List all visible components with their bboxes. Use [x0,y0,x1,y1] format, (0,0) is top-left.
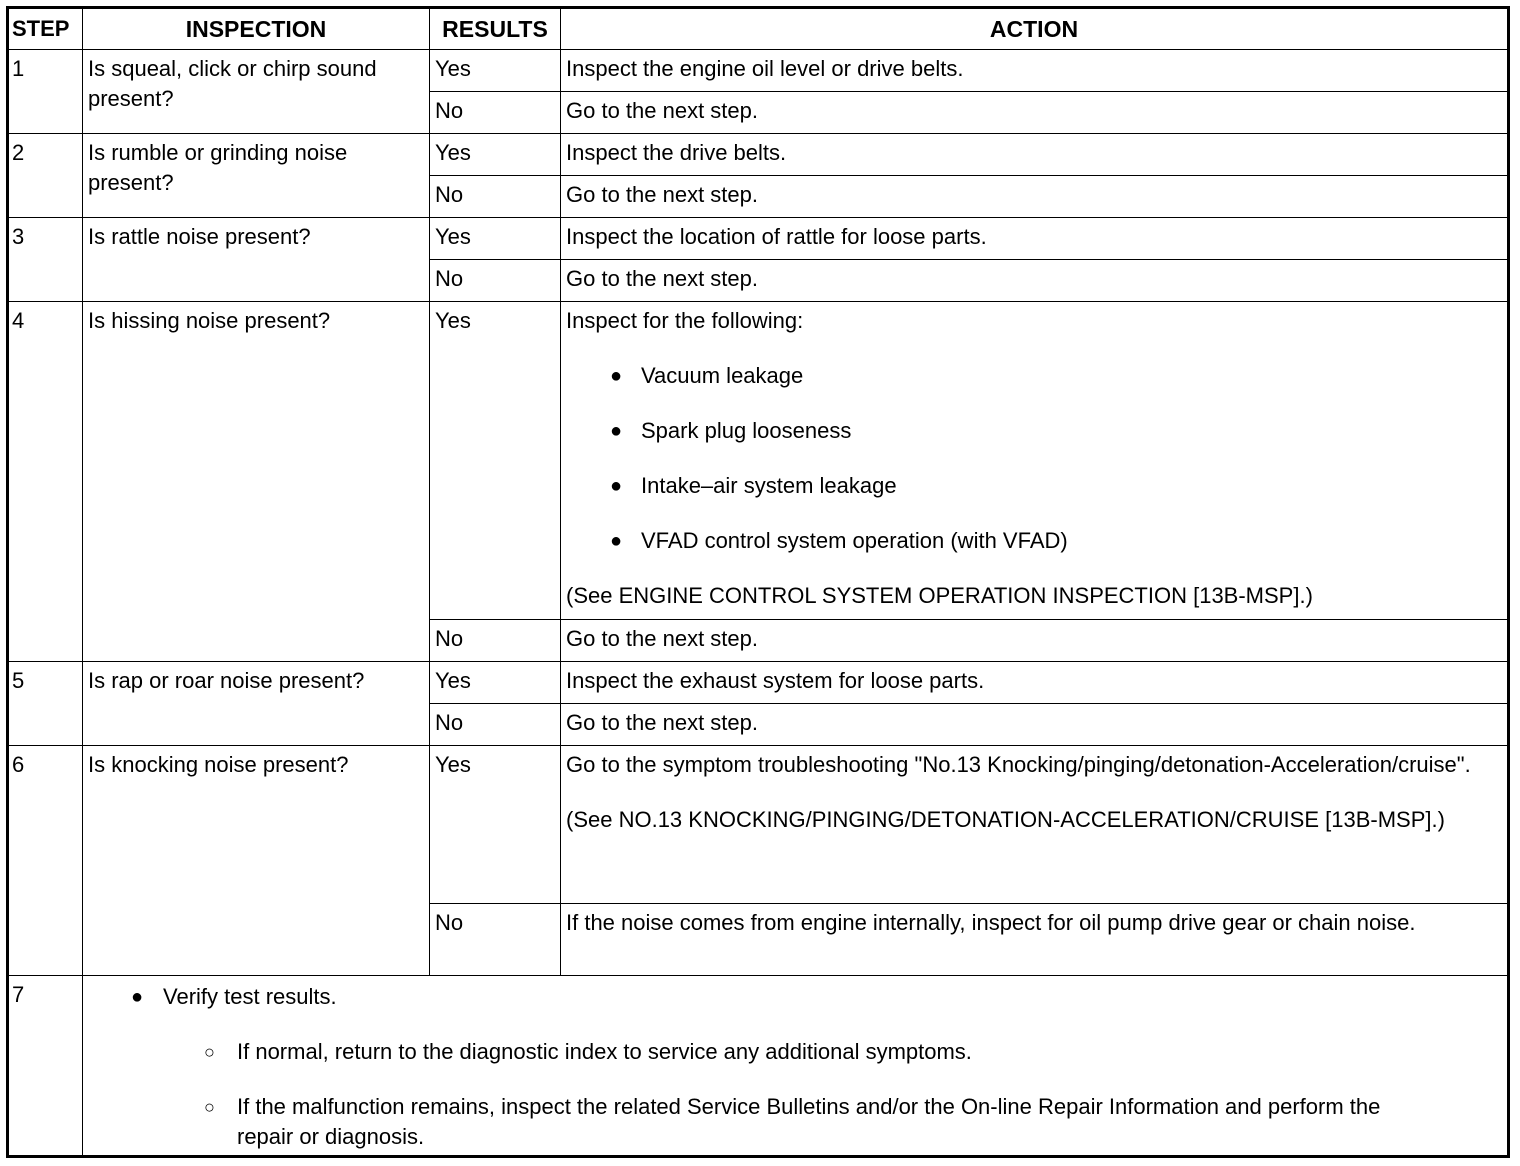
step-number: 3 [8,218,83,302]
reference-note: (See ENGINE CONTROL SYSTEM OPERATION INSPECTION [13B-MSP].) [566,583,1313,608]
list-item: ● Spark plug looseness [566,416,1501,446]
action-intro: Inspect for the following: [566,308,804,333]
action-no: Go to the next step. [561,704,1509,746]
result-no: No [430,904,561,976]
action-yes: Inspect the exhaust system for loose parts. [561,662,1509,704]
list-item: ● Intake–air system leakage [566,471,1501,501]
action-no: Go to the next step. [561,92,1509,134]
action-yes: Inspect the engine oil level or drive belts. [561,50,1509,92]
verify-results-cell [83,976,1509,1157]
troubleshooting-table-container [6,6,1507,1158]
result-yes: Yes [430,662,561,704]
result-no: No [430,92,561,134]
bullet-icon: ● [610,530,623,552]
bullet-icon: ● [610,420,623,442]
bullet-icon: ● [131,986,144,1008]
list-item: ○ If the malfunction remains, inspect the related Service Bulletins and/or the On-line Repair Information and perform the repair or diagnosis. [204,1094,1381,1149]
header-results: RESULTS [430,8,561,50]
inspect-list [566,361,1501,556]
step-number: 5 [8,662,83,746]
action-text: Go to the symptom troubleshooting "No.13 Knocking/pinging/detonation-Acceleration/cruise". [566,752,1471,777]
table-row [8,218,1509,260]
inspection-question: Is hissing noise present? [83,302,430,662]
inspection-question: Is rumble or grinding noise present? [83,134,430,218]
result-yes: Yes [430,134,561,176]
list-item: ○ If normal, return to the diagnostic index to service any additional symptoms. [83,1037,1507,1067]
list-item: ● Verify test results. [83,982,1507,1012]
action-yes [561,302,1509,620]
inspection-question: Is knocking noise present? [83,746,430,976]
table-row [8,50,1509,92]
action-yes: Inspect the drive belts. [561,134,1509,176]
result-yes: Yes [430,50,561,92]
step-number: 4 [8,302,83,662]
result-no: No [430,260,561,302]
action-no: Go to the next step. [561,176,1509,218]
table-row [8,302,1509,620]
open-bullet-icon: ○ [204,1042,215,1062]
step-number: 2 [8,134,83,218]
header-row [8,8,1509,50]
inspection-question: Is rattle noise present? [83,218,430,302]
result-yes: Yes [430,218,561,260]
action-yes: Inspect the location of rattle for loose parts. [561,218,1509,260]
step-number: 1 [8,50,83,134]
troubleshooting-table [6,6,1510,1158]
result-no: No [430,620,561,662]
open-bullet-icon: ○ [204,1097,215,1117]
action-no: Go to the next step. [561,260,1509,302]
step-number: 6 [8,746,83,976]
reference-note: (See NO.13 KNOCKING/PINGING/DETONATION-ACCELERATION/CRUISE [13B-MSP].) [566,807,1445,832]
inspection-question: Is squeal, click or chirp sound present? [83,50,430,134]
step-number: 7 [8,976,83,1157]
table-row [8,134,1509,176]
action-no: Go to the next step. [561,620,1509,662]
table-row [8,662,1509,704]
bullet-icon: ● [610,475,623,497]
result-yes: Yes [430,746,561,904]
action-yes [561,746,1509,904]
bullet-icon: ● [610,365,623,387]
list-item: ● VFAD control system operation (with VFAD) [566,526,1501,556]
table-row [8,746,1509,904]
header-inspection: INSPECTION [83,8,430,50]
result-no: No [430,176,561,218]
header-step: STEP [8,8,83,50]
header-action: ACTION [561,8,1509,50]
inspection-question: Is rap or roar noise present? [83,662,430,746]
result-no: No [430,704,561,746]
result-yes: Yes [430,302,561,620]
table-row [8,976,1509,1157]
list-item: ● Vacuum leakage [566,361,1501,391]
action-no: If the noise comes from engine internally, inspect for oil pump drive gear or chain noise. [561,904,1509,976]
